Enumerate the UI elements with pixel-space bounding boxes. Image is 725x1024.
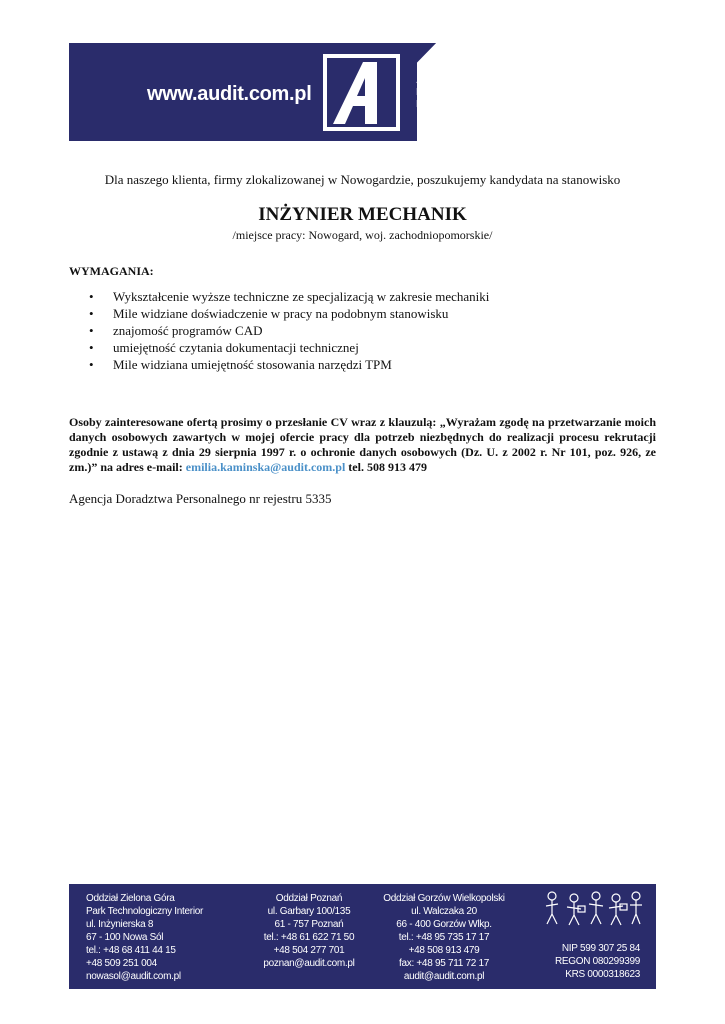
office-line: tel.: +48 68 411 44 15: [86, 945, 176, 956]
office-line: 66 - 400 Gorzów Wlkp.: [396, 919, 492, 930]
registry-line: REGON 080299399: [554, 956, 640, 967]
registry-line: KRS 0000318623: [565, 969, 640, 980]
requirements-heading: WYMAGANIA:: [69, 264, 154, 278]
office-line: nowasol@audit.com.pl: [86, 971, 181, 982]
office-line: ul. Walczaka 20: [411, 906, 477, 917]
brand-name: AUDIT: [416, 67, 469, 87]
job-title: INŻYNIER MECHANIK: [258, 204, 467, 225]
office-poznan: [239, 892, 379, 970]
office-line: 61 - 757 Poznań: [274, 919, 344, 930]
office-line: Oddział Poznań: [275, 893, 343, 904]
requirements-list: [69, 288, 656, 373]
office-line: Park Technologiczny Interior: [86, 906, 204, 917]
email-link[interactable]: emilia.kaminska@audit.com.pl: [185, 460, 346, 474]
office-line: +48 509 251 004: [86, 958, 157, 969]
office-line: +48 508 913 479: [408, 945, 480, 956]
office-line: fax: +48 95 711 72 17: [399, 958, 489, 969]
office-line: poznan@audit.com.pl: [263, 958, 355, 969]
website-label: www.audit.com.pl: [147, 83, 312, 105]
office-line: +48 504 277 701: [273, 945, 345, 956]
registry-line: NIP 599 307 25 84: [561, 943, 640, 954]
header-banner: [69, 43, 656, 141]
intro-text: Dla naszego klienta, firmy zlokalizowanej w Nowogardzie, poszukujemy kandydata na stanowisko: [104, 172, 621, 187]
office-line: tel.: +48 95 735 17 17: [398, 932, 490, 943]
office-zielona-gora: [86, 892, 203, 983]
company-registry: [555, 942, 640, 981]
office-line: ul. Garbary 100/135: [267, 906, 351, 917]
apply-phone: tel. 508 913 479: [345, 460, 427, 474]
list-item: • znajomość programów CAD: [69, 322, 656, 339]
office-line: Oddział Gorzów Wielkopolski: [383, 893, 505, 904]
list-item: • Wykształcenie wyższe techniczne ze specjalizacją w zakresie mechaniki: [69, 288, 656, 305]
office-line: 67 - 100 Nowa Sól: [86, 932, 164, 943]
people-doodle-icon: [544, 890, 644, 936]
list-item: • Mile widziane doświadczenie w pracy na podobnym stanowisku: [69, 305, 656, 322]
footer-banner: [69, 884, 656, 989]
application-instructions: [69, 415, 656, 475]
office-line: tel.: +48 61 622 71 50: [263, 932, 355, 943]
office-gorzow: [369, 892, 519, 983]
audit-a-logo-icon: [320, 51, 403, 134]
brand-subtitle: Doradztwo Personalne Sp. z o.o.: [416, 87, 553, 98]
job-location: /miejsce pracy: Nowogard, woj. zachodniopomorskie/: [232, 228, 493, 242]
agency-registry: Agencja Doradztwa Personalnego nr rejestru 5335: [69, 491, 332, 506]
office-line: Oddział Zielona Góra: [86, 893, 175, 904]
list-item: • umiejętność czytania dokumentacji technicznej: [69, 339, 656, 356]
brand-founded: ROK ZAŁOŻENIA 1999: [416, 99, 516, 110]
office-line: audit@audit.com.pl: [403, 971, 485, 982]
list-item: • Mile widziana umiejętność stosowania narzędzi TPM: [69, 356, 656, 373]
brand-block: [416, 67, 553, 111]
apply-text: Osoby zainteresowane ofertą prosimy o przesłanie CV wraz z klauzulą: „Wyrażam zgodę na przetwarzanie moich danych osobowych zawartych w mojej ofercie pracy dla potrzeb niezbędnych do realizacji procesu rekrutacji zgodnie z ustawą z dnia 29 sierpnia 1997 r. o ochronie danych osobowych (Dz. U. z 2002 r. Nr 101, poz. 926, ze zm.)” na adres e-mail:: [69, 415, 656, 474]
office-line: ul. Inżynierska 8: [86, 919, 154, 930]
